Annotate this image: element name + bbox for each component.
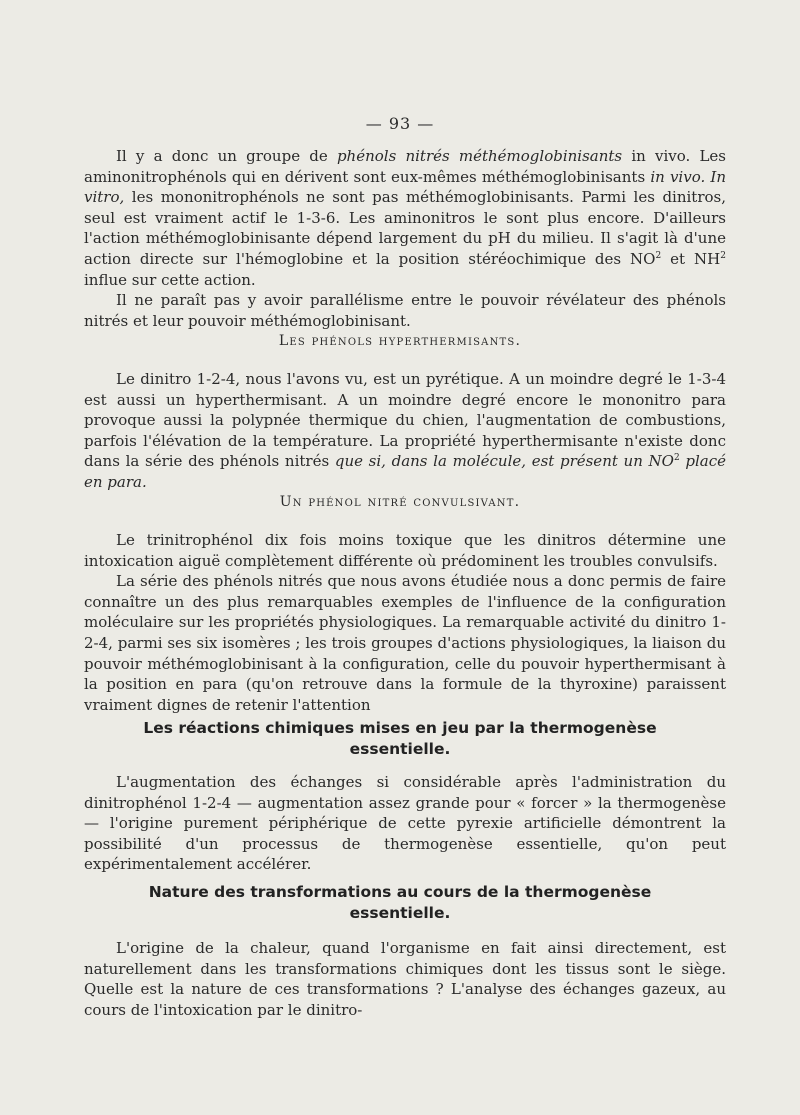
paragraph: L'origine de la chaleur, quand l'organisme en fait ainsi directement, est naturellement dans les transformations chimiques dont les tissus sont le siège. Quelle est la nature de ces transformations ? L'analyse des échanges gazeux, au cours de l'intoxication par le dinitro-: [84, 939, 726, 1019]
reactions-section: [84, 772, 726, 875]
heading-line: Les réactions chimiques mises en jeu par la thermogenèse: [143, 719, 657, 737]
heading-line: Nature des transformations au cours de la thermogenèse: [148, 883, 652, 901]
text-run: in vivo. Les aminonitrophénols qui en dérivent sont eux-mêmes méthémoglobinisants: [84, 147, 726, 186]
superscript: 2: [673, 453, 680, 464]
paragraph: Le trinitrophénol dix fois moins toxique que les dinitros détermine une intoxication aiguë complètement différente où prédominent les troubles convulsifs.: [84, 531, 726, 570]
superscript: 2: [720, 250, 726, 261]
paragraph: Il ne paraît pas y avoir parallélisme entre le pouvoir révélateur des phénols nitrés et leur pouvoir méthémoglobinisant.: [84, 291, 726, 330]
superscript: 2: [655, 250, 662, 261]
italic-run: in vivo. In vitro,: [84, 167, 726, 207]
text-run: les mononitrophénols ne sont pas méthémoglobinisants. Parmi les dinitros, seul est vraiment actif le 1-3-6. Les aminonitros le sont plus encore. D'ailleurs l'action méthémoglobinisante dépend largement du pH du milieu. Il s'agit là d'une action directe sur l'hémoglobine et la position stéréochimique des NO: [84, 188, 726, 268]
italic-run: placé en para.: [84, 452, 726, 491]
paragraph: La série des phénols nitrés que nous avons étudiée nous a donc permis de faire connaître un des plus remarquables exemples de l'influence de la configuration moléculaire sur les propriétés physiologiques. La remarquable activité du dinitro 1-2-4, parmi ses six isomères ; les trois groupes d'actions physiologiques, la liaison du pouvoir méthémoglobinisant à la configuration, celle du pouvoir hyperthermisant à la position en para (qu'on retrouve dans la formule de la thyroxine) paraissent vraiment dignes de retenir l'attention: [84, 572, 726, 714]
hyper-section: [84, 369, 726, 493]
paragraph: [84, 369, 726, 493]
italic-run: que si, dans la molécule, est présent un NO: [334, 452, 674, 471]
page-number: — 93 —: [365, 114, 435, 133]
convulsive-section: [84, 530, 726, 715]
text-run: Il y a donc un groupe de: [116, 147, 337, 165]
heading-nature-transformations: [110, 882, 690, 924]
heading-line: essentielle.: [349, 740, 451, 758]
text-run: influe sur cette action.: [84, 270, 256, 289]
text-run: Le dinitro 1-2-4, nous l'avons vu, est un pyrétique. A un moindre degré le 1-3-4 est aussi un hyperthermisant. A un moindre degré encore le mononitro para provoque aussi la polypnée thermique du chien, l'augmentation de combustions, parfois l'élévation de la température. La propriété hyperthermisante n'existe donc dans la série des phénols nitrés: [84, 370, 726, 471]
paragraph: [84, 146, 726, 290]
paragraph: L'augmentation des échanges si considérable après l'administration du dinitrophénol 1-2-4 — augmentation assez grande pour « forcer » la thermogenèse — l'origine purement périphérique de cette pyrexie artificielle démontrent la possibilité d'un processus de thermogenèse essentielle, qu'on peut expérimentalement accélérer.: [84, 773, 726, 874]
heading-reactions-chimiques: [110, 718, 690, 760]
intro-section: [84, 146, 726, 331]
nature-section: [84, 938, 726, 1020]
heading-line: essentielle.: [349, 904, 451, 922]
section-title-hyperthermisants: Les phénols hyperthermisants.: [278, 333, 522, 349]
section-title-convulsivant: Un phénol nitré convulsivant.: [279, 494, 521, 510]
italic-run: phénols nitrés méthémoglobinisants: [336, 147, 623, 165]
text-run: et NH: [661, 249, 721, 268]
